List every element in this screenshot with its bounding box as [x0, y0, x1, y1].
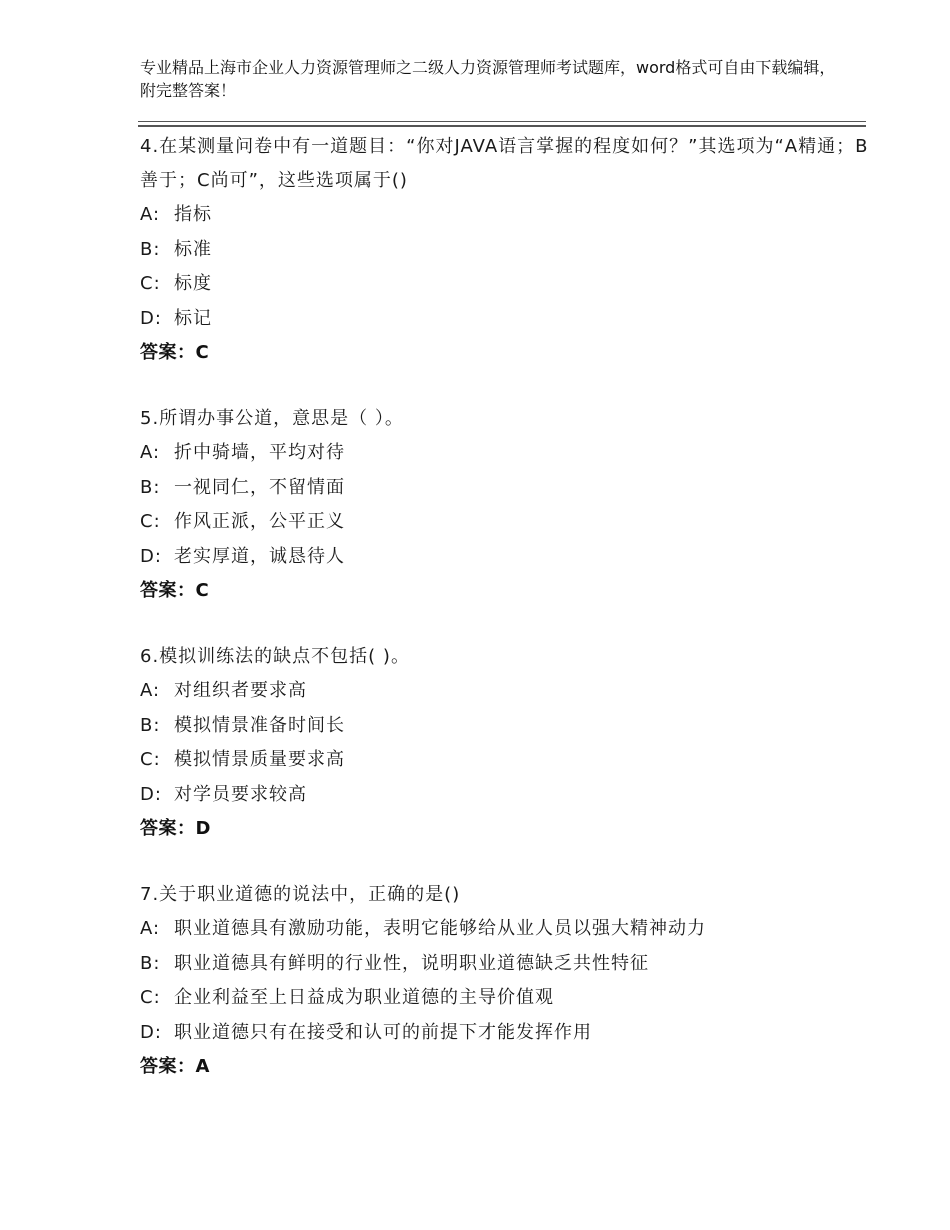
option-letter: C:	[140, 749, 161, 770]
option-d	[140, 540, 870, 575]
option-letter: D:	[140, 783, 162, 805]
question-5	[140, 402, 870, 608]
option-letter: B:	[140, 238, 161, 260]
option-c	[140, 267, 870, 302]
option-letter: A:	[140, 442, 161, 463]
option-a	[140, 912, 870, 947]
question-7	[140, 878, 870, 1084]
option-text: 老实厚道，诚恳待人	[174, 545, 345, 567]
answer-label: 答案：C	[140, 580, 210, 601]
option-text: 折中骑墙，平均对待	[174, 442, 345, 463]
option-c	[140, 743, 870, 778]
question-text: 7.关于职业道德的说法中，正确的是()	[140, 884, 461, 905]
option-letter: D:	[140, 307, 162, 329]
option-letter: C:	[140, 273, 161, 294]
option-text: 一视同仁，不留情面	[174, 476, 345, 498]
question-4	[140, 130, 870, 370]
option-text: 标准	[174, 238, 212, 260]
header-divider-thick	[138, 125, 866, 127]
option-text: 作风正派，公平正义	[174, 511, 345, 532]
option-letter: B:	[140, 714, 161, 736]
option-letter: D:	[140, 545, 162, 567]
header-divider	[138, 121, 866, 122]
option-text: 对组织者要求高	[174, 680, 307, 701]
option-c	[140, 981, 870, 1016]
option-letter: C:	[140, 987, 161, 1008]
question-text: 4.在某测量问卷中有一道题目：“你对JAVA语言掌握的程度如何？”其选项为“A精通；B善于；C尚可”，这些选项属于()	[140, 136, 869, 191]
option-d	[140, 778, 870, 813]
option-b	[140, 471, 870, 506]
answer-label: 答案：A	[140, 1056, 210, 1077]
option-c	[140, 505, 870, 540]
option-text: 模拟情景准备时间长	[174, 714, 345, 736]
option-letter: A:	[140, 918, 161, 939]
option-text: 对学员要求较高	[174, 783, 307, 805]
header-text: 专业精品上海市企业人力资源管理师之二级人力资源管理师考试题库，word格式可自由下载编辑，附完整答案！	[140, 58, 836, 100]
option-b	[140, 947, 870, 982]
option-letter: A:	[140, 204, 161, 225]
option-letter: B:	[140, 476, 161, 498]
option-text: 职业道德具有激励功能，表明它能够给从业人员以强大精神动力	[174, 918, 706, 939]
option-text: 职业道德只有在接受和认可的前提下才能发挥作用	[174, 1021, 592, 1043]
option-text: 指标	[174, 204, 212, 225]
option-b	[140, 233, 870, 268]
option-d	[140, 302, 870, 337]
option-text: 标记	[174, 307, 212, 329]
option-text: 模拟情景质量要求高	[174, 749, 345, 770]
document-header	[140, 56, 840, 102]
answer-label: 答案：C	[140, 342, 210, 363]
option-letter: D:	[140, 1021, 162, 1043]
option-text: 职业道德具有鲜明的行业性，说明职业道德缺乏共性特征	[174, 952, 649, 974]
option-d	[140, 1016, 870, 1051]
option-a	[140, 436, 870, 471]
option-b	[140, 709, 870, 744]
option-letter: C:	[140, 511, 161, 532]
option-text: 标度	[174, 273, 212, 294]
question-text: 6.模拟训练法的缺点不包括( )。	[140, 646, 410, 667]
option-a	[140, 674, 870, 709]
option-a	[140, 198, 870, 233]
answer-label: 答案：D	[140, 818, 211, 839]
question-text: 5.所谓办事公道，意思是（ ）。	[140, 408, 404, 429]
question-list	[140, 130, 870, 1116]
question-6	[140, 640, 870, 846]
option-letter: A:	[140, 680, 161, 701]
option-letter: B:	[140, 952, 161, 974]
option-text: 企业利益至上日益成为职业道德的主导价值观	[174, 987, 554, 1008]
